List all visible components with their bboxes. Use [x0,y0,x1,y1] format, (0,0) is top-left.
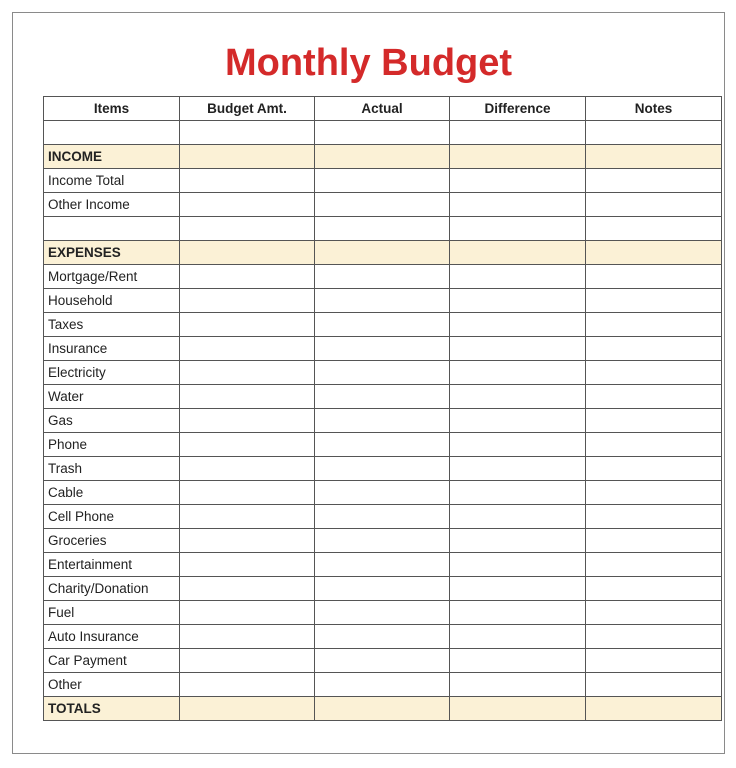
notes-cell[interactable] [586,553,722,577]
section-row [44,145,722,169]
difference-cell[interactable] [450,217,586,241]
budget-table [43,96,722,721]
row-label: INCOME [44,145,180,169]
table-row [44,673,722,697]
budget-amt-cell[interactable] [180,457,315,481]
page-title: Monthly Budget [224,42,513,84]
actual-cell[interactable] [315,385,450,409]
notes-cell[interactable] [586,625,722,649]
row-label: Electricity [44,361,180,385]
table-row [44,169,722,193]
row-label: Trash [44,457,180,481]
actual-cell[interactable] [315,529,450,553]
row-label: TOTALS [44,697,180,721]
budget-amt-cell[interactable] [180,217,315,241]
table-row [44,649,722,673]
budget-amt-cell[interactable] [180,361,315,385]
table-row [44,481,722,505]
budget-amt-cell[interactable] [180,385,315,409]
actual-cell[interactable] [315,697,450,721]
actual-cell[interactable] [315,625,450,649]
row-label: Water [44,385,180,409]
actual-cell[interactable] [315,313,450,337]
row-label: Car Payment [44,649,180,673]
notes-cell[interactable] [586,265,722,289]
table-row [44,313,722,337]
table-row [44,529,722,553]
difference-cell[interactable] [450,289,586,313]
budget-amt-cell[interactable] [180,241,315,265]
row-label: Entertainment [44,553,180,577]
row-label [44,217,180,241]
notes-cell[interactable] [586,457,722,481]
notes-cell[interactable] [586,505,722,529]
row-label: Cable [44,481,180,505]
table-row [44,193,722,217]
row-label: Insurance [44,337,180,361]
notes-cell[interactable] [586,337,722,361]
actual-cell[interactable] [315,337,450,361]
difference-cell[interactable] [450,145,586,169]
table-row [44,289,722,313]
actual-cell[interactable] [315,169,450,193]
difference-cell[interactable] [450,457,586,481]
row-label [44,121,180,145]
difference-cell[interactable] [450,169,586,193]
header-row [44,97,722,121]
notes-cell[interactable] [586,697,722,721]
budget-amt-cell[interactable] [180,649,315,673]
notes-cell[interactable] [586,217,722,241]
notes-cell[interactable] [586,145,722,169]
notes-cell[interactable] [586,409,722,433]
difference-cell[interactable] [450,337,586,361]
difference-cell[interactable] [450,121,586,145]
notes-cell[interactable] [586,289,722,313]
row-label: EXPENSES [44,241,180,265]
difference-cell[interactable] [450,481,586,505]
row-label: Other Income [44,193,180,217]
budget-amt-cell[interactable] [180,529,315,553]
column-header-items: Items [44,97,180,121]
table-row [44,409,722,433]
actual-cell[interactable] [315,361,450,385]
table-row [44,577,722,601]
difference-cell[interactable] [450,673,586,697]
actual-cell[interactable] [315,217,450,241]
column-header-difference: Difference [450,97,586,121]
row-label: Auto Insurance [44,625,180,649]
table-row [44,265,722,289]
table-row [44,505,722,529]
budget-amt-cell[interactable] [180,193,315,217]
actual-cell[interactable] [315,121,450,145]
column-header-budget-amt: Budget Amt. [180,97,315,121]
difference-cell[interactable] [450,241,586,265]
actual-cell[interactable] [315,433,450,457]
actual-cell[interactable] [315,577,450,601]
notes-cell[interactable] [586,577,722,601]
notes-cell[interactable] [586,433,722,457]
actual-cell[interactable] [315,601,450,625]
actual-cell[interactable] [315,145,450,169]
row-label: Phone [44,433,180,457]
notes-cell[interactable] [586,169,722,193]
budget-amt-cell[interactable] [180,481,315,505]
budget-amt-cell[interactable] [180,433,315,457]
difference-cell[interactable] [450,193,586,217]
budget-amt-cell[interactable] [180,409,315,433]
table-row [44,385,722,409]
difference-cell[interactable] [450,577,586,601]
table-row [44,553,722,577]
notes-cell[interactable] [586,313,722,337]
section-row [44,697,722,721]
budget-amt-cell[interactable] [180,265,315,289]
actual-cell[interactable] [315,241,450,265]
table-row [44,217,722,241]
row-label: Gas [44,409,180,433]
difference-cell[interactable] [450,649,586,673]
notes-cell[interactable] [586,601,722,625]
notes-cell[interactable] [586,385,722,409]
difference-cell[interactable] [450,697,586,721]
budget-amt-cell[interactable] [180,601,315,625]
budget-amt-cell[interactable] [180,121,315,145]
budget-amt-cell[interactable] [180,673,315,697]
notes-cell[interactable] [586,193,722,217]
row-label: Fuel [44,601,180,625]
difference-cell[interactable] [450,361,586,385]
budget-amt-cell[interactable] [180,289,315,313]
difference-cell[interactable] [450,529,586,553]
table-row [44,361,722,385]
row-label: Charity/Donation [44,577,180,601]
budget-amt-cell[interactable] [180,337,315,361]
difference-cell[interactable] [450,625,586,649]
column-header-notes: Notes [586,97,722,121]
budget-amt-cell[interactable] [180,313,315,337]
table-row [44,457,722,481]
actual-cell[interactable] [315,289,450,313]
table-row [44,625,722,649]
actual-cell[interactable] [315,553,450,577]
table-row [44,601,722,625]
difference-cell[interactable] [450,433,586,457]
row-label: Other [44,673,180,697]
table-row [44,337,722,361]
budget-amt-cell[interactable] [180,577,315,601]
row-label: Mortgage/Rent [44,265,180,289]
actual-cell[interactable] [315,409,450,433]
notes-cell[interactable] [586,121,722,145]
difference-cell[interactable] [450,409,586,433]
actual-cell[interactable] [315,265,450,289]
actual-cell[interactable] [315,481,450,505]
notes-cell[interactable] [586,649,722,673]
row-label: Income Total [44,169,180,193]
difference-cell[interactable] [450,601,586,625]
budget-amt-cell[interactable] [180,697,315,721]
actual-cell[interactable] [315,193,450,217]
difference-cell[interactable] [450,385,586,409]
difference-cell[interactable] [450,505,586,529]
budget-amt-cell[interactable] [180,505,315,529]
table-row [44,121,722,145]
notes-cell[interactable] [586,673,722,697]
budget-amt-cell[interactable] [180,553,315,577]
table-row [44,433,722,457]
row-label: Household [44,289,180,313]
budget-amt-cell[interactable] [180,625,315,649]
actual-cell[interactable] [315,673,450,697]
notes-cell[interactable] [586,361,722,385]
actual-cell[interactable] [315,649,450,673]
notes-cell[interactable] [586,241,722,265]
actual-cell[interactable] [315,505,450,529]
budget-amt-cell[interactable] [180,145,315,169]
notes-cell[interactable] [586,481,722,505]
budget-amt-cell[interactable] [180,169,315,193]
notes-cell[interactable] [586,529,722,553]
row-label: Taxes [44,313,180,337]
section-row [44,241,722,265]
row-label: Cell Phone [44,505,180,529]
difference-cell[interactable] [450,265,586,289]
budget-sheet [12,12,725,754]
difference-cell[interactable] [450,313,586,337]
difference-cell[interactable] [450,553,586,577]
row-label: Groceries [44,529,180,553]
column-header-actual: Actual [315,97,450,121]
actual-cell[interactable] [315,457,450,481]
